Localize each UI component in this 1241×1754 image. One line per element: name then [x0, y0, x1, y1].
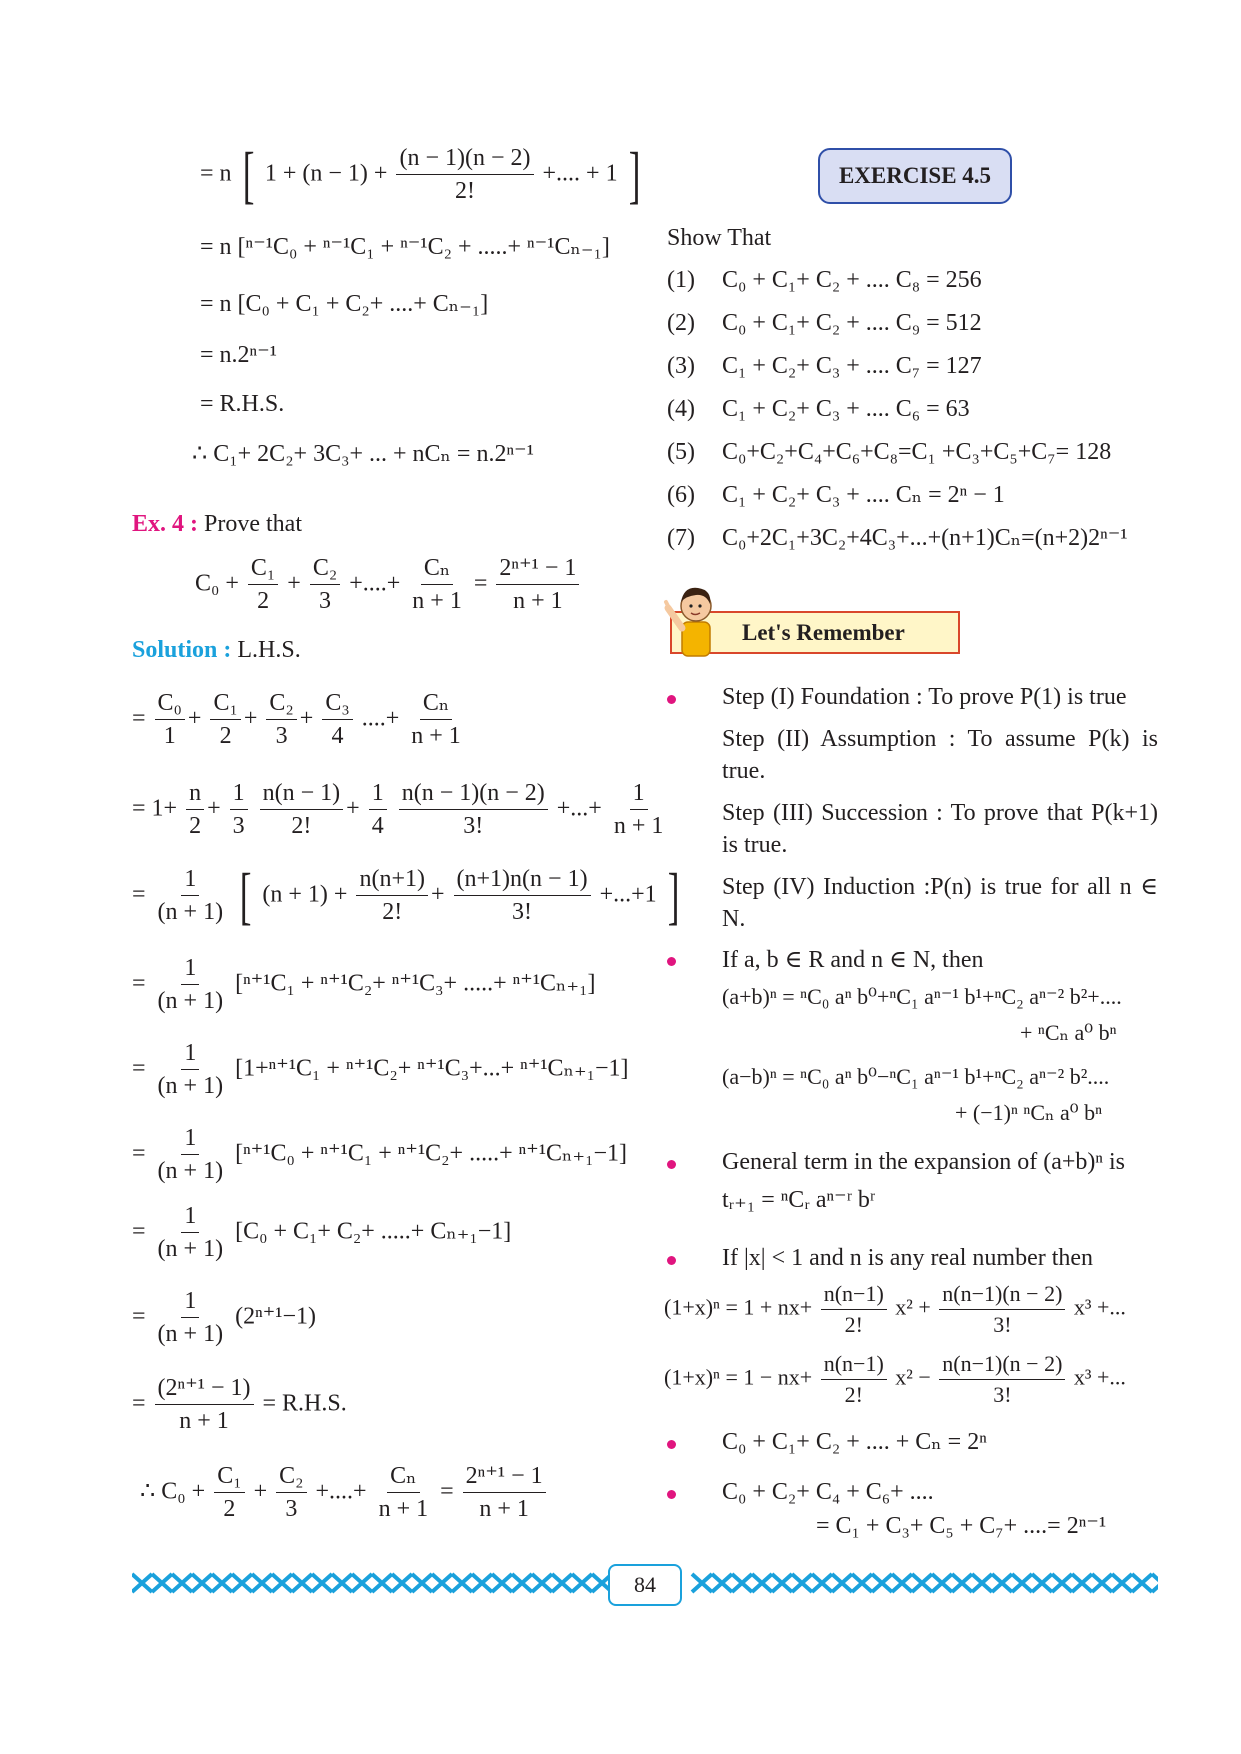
exercise-item-text: C₁ + C₂+ C₃ + .... C₇ = 127	[722, 353, 982, 379]
exercise-item-number: (5)	[667, 439, 695, 465]
general-term-line-1: General term in the expansion of (a+b)ⁿ is	[722, 1149, 1125, 1175]
solution-step-3: = $\frac{1}{(n + 1)}$ [ (n + 1) + $\frac{n(n+1)}{2!}$ + $\frac{(n+1)n(n - 1)}{3!}$ +...+1 ]	[132, 860, 680, 932]
sum-even-line-2: = C₁ + C₃+ C₅ + C₇+ ....= 2ⁿ⁻¹	[816, 1513, 1107, 1539]
proof-line-2: = n [ⁿ⁻¹C₀ + ⁿ⁻¹C₁ + ⁿ⁻¹C₂ + .....+ ⁿ⁻¹Cₙ₋₁]	[200, 234, 610, 260]
solution-step-5: = $\frac{1}{(n + 1)}$ [1+ⁿ⁺¹C₁ + ⁿ⁺¹C₂+ ⁿ⁺¹C₃+...+ ⁿ⁺¹Cₙ₊₁−1]	[132, 1040, 629, 1100]
bullet-dot	[667, 1440, 676, 1449]
exercise-item-number: (3)	[667, 353, 695, 379]
exercise-item-text: C₀ + C₁+ C₂ + .... C₉ = 512	[722, 310, 982, 336]
exercise-item-number: (4)	[667, 396, 695, 422]
induction-step-1: Step (I) Foundation : To prove P(1) is true	[722, 684, 1127, 710]
binomial-minus-line-2: + (−1)ⁿ ⁿCₙ a⁰ bⁿ	[955, 1100, 1103, 1125]
solution-step-7: = $\frac{1}{(n + 1)}$ [C₀ + C₁+ C₂+ .....+ Cₙ₊₁−1]	[132, 1203, 512, 1263]
pointing-kid-icon	[660, 578, 722, 658]
exercise-item-number: (2)	[667, 310, 695, 336]
exercise-title-box	[818, 148, 1012, 204]
binomial-intro: If a, b ∈ R and n ∈ N, then	[722, 947, 984, 973]
real-n-statement: If |x| < 1 and n is any real number then	[722, 1245, 1094, 1271]
solution-conclusion: ∴ C₀ + $\frac{\text{C₁}}{2}$ + $\frac{\text{C₂}}{3}$ +....+ $\frac{\text{Cₙ}}{n + 1}$ = $\frac{\text{2ⁿ⁺¹ − 1}}{n + 1}$	[140, 1463, 549, 1523]
general-term-line-2: tᵣ₊₁ = ⁿCᵣ aⁿ⁻ʳ bʳ	[722, 1187, 876, 1213]
bullet-dot	[667, 1490, 676, 1499]
solution-step-2: = 1+ $\frac{n}{2}$ + $\frac{1}{3}$ $\frac{n(n - 1)}{2!}$ + $\frac{1}{4}$ $\frac{n(n - 1)(n - 2)}{3!}$ +...+ $\frac{1}{n + 1}$	[132, 780, 664, 840]
binomial-minus-line-1: (a−b)ⁿ = ⁿC₀ aⁿ b⁰−ⁿC₁ aⁿ⁻¹ b¹+ⁿC₂ aⁿ⁻² b²....	[722, 1064, 1110, 1089]
proof-line-4: = n.2ⁿ⁻¹	[200, 342, 277, 368]
proof-line-3: = n [C₀ + C₁ + C₂+ ....+ Cₙ₋₁]	[200, 291, 489, 317]
expansion-1: (1+x)ⁿ = 1 + nx+ $\frac{n(n-1)}{2!}$ x² + $\frac{n(n-1)(n - 2)}{3!}$ x³ +...	[664, 1281, 1126, 1338]
exercise-item-number: (7)	[667, 525, 695, 551]
exercise-item-text: C₁ + C₂+ C₃ + .... Cₙ = 2ⁿ − 1	[722, 482, 1005, 508]
proof-conclusion: ∴ C₁+ 2C₂+ 3C₃+ ... + nCₙ = n.2ⁿ⁻¹	[192, 441, 534, 467]
solution-step-1: = $\frac{\text{C₀}}{1}$ + $\frac{\text{C₁}}{2}$ + $\frac{\text{C₂}}{3}$ + $\frac{\text{C₃}}{4}$ ....+ $\frac{\text{Cₙ}}{n + 1}$	[132, 690, 461, 750]
fraction: $\frac{(n - 1)(n - 2)}{2!}$	[396, 145, 533, 205]
binomial-plus-line-1: (a+b)ⁿ = ⁿC₀ aⁿ b⁰+ⁿC₁ aⁿ⁻¹ b¹+ⁿC₂ aⁿ⁻² b²+....	[722, 984, 1122, 1009]
exercise-item-text: C₀+C₂+C₄+C₆+C₈=C₁ +C₃+C₅+C₇= 128	[722, 439, 1112, 465]
binomial-plus-line-2: + ⁿCₙ a⁰ bⁿ	[1020, 1020, 1117, 1045]
induction-step-3: Step (III) Succession : To prove that P(k+1) is true.	[722, 800, 1158, 858]
show-that-label: Show That	[667, 225, 772, 251]
page-number-box	[608, 1564, 682, 1606]
solution-step-9: = $\frac{\text{(2ⁿ⁺¹ − 1)}}{n + 1}$ = R.H.S.	[132, 1375, 347, 1435]
proof-line-5: = R.H.S.	[200, 391, 285, 417]
bullet-dot	[667, 695, 676, 704]
solution-heading: Solution : L.H.S.	[132, 637, 301, 663]
proof-line-1: = n [ 1 + (n − 1) + $\frac{(n - 1)(n - 2)}{2!}$ +.... + 1 ]	[200, 139, 641, 211]
exercise-item-text: C₁ + C₂+ C₃ + .... C₆ = 63	[722, 396, 970, 422]
bullet-dot	[667, 957, 676, 966]
page-number: 84	[634, 1572, 656, 1597]
example-4-heading: Ex. 4 : Prove that	[132, 511, 302, 537]
exercise-item-text: C₀+2C₁+3C₂+4C₃+...+(n+1)Cₙ=(n+2)2ⁿ⁻¹	[722, 525, 1128, 551]
bullet-dot	[667, 1256, 676, 1265]
sum-even-line-1: C₀ + C₂+ C₄ + C₆+ ....	[722, 1479, 934, 1505]
expansion-2: (1+x)ⁿ = 1 − nx+ $\frac{n(n-1)}{2!}$ x² − $\frac{n(n-1)(n - 2)}{3!}$ x³ +...	[664, 1351, 1126, 1408]
exercise-item-text: C₀ + C₁+ C₂ + .... C₈ = 256	[722, 267, 982, 293]
solution-step-4: = $\frac{1}{(n + 1)}$ [ⁿ⁺¹C₁ + ⁿ⁺¹C₂+ ⁿ⁺¹C₃+ .....+ ⁿ⁺¹Cₙ₊₁]	[132, 955, 596, 1015]
induction-step-4: Step (IV) Induction :P(n) is true for all n ∈ N.	[722, 874, 1158, 932]
solution-step-8: = $\frac{1}{(n + 1)}$ (2ⁿ⁺¹−1)	[132, 1288, 317, 1348]
sum-all-coefficients: C₀ + C₁+ C₂ + .... + Cₙ = 2ⁿ	[722, 1429, 987, 1455]
exercise-item-number: (6)	[667, 482, 695, 508]
exercise-title: EXERCISE 4.5	[838, 163, 992, 188]
exercise-item-number: (1)	[667, 267, 695, 293]
lets-remember-title: Let's Remember	[742, 619, 905, 645]
solution-step-6: = $\frac{1}{(n + 1)}$ [ⁿ⁺¹C₀ + ⁿ⁺¹C₁ + ⁿ⁺¹C₂+ .....+ ⁿ⁺¹Cₙ₊₁−1]	[132, 1125, 627, 1185]
example-4-statement: C₀ + $\frac{\text{C₁}}{2}$ + $\frac{\text{C₂}}{3}$ +....+ $\frac{\text{Cₙ}}{n + 1}$ = $\frac{\text{2ⁿ⁺¹ − 1}}{n + 1}$	[195, 555, 582, 615]
induction-step-2: Step (II) Assumption : To assume P(k) is true.	[722, 726, 1158, 784]
bullet-dot	[667, 1160, 676, 1169]
